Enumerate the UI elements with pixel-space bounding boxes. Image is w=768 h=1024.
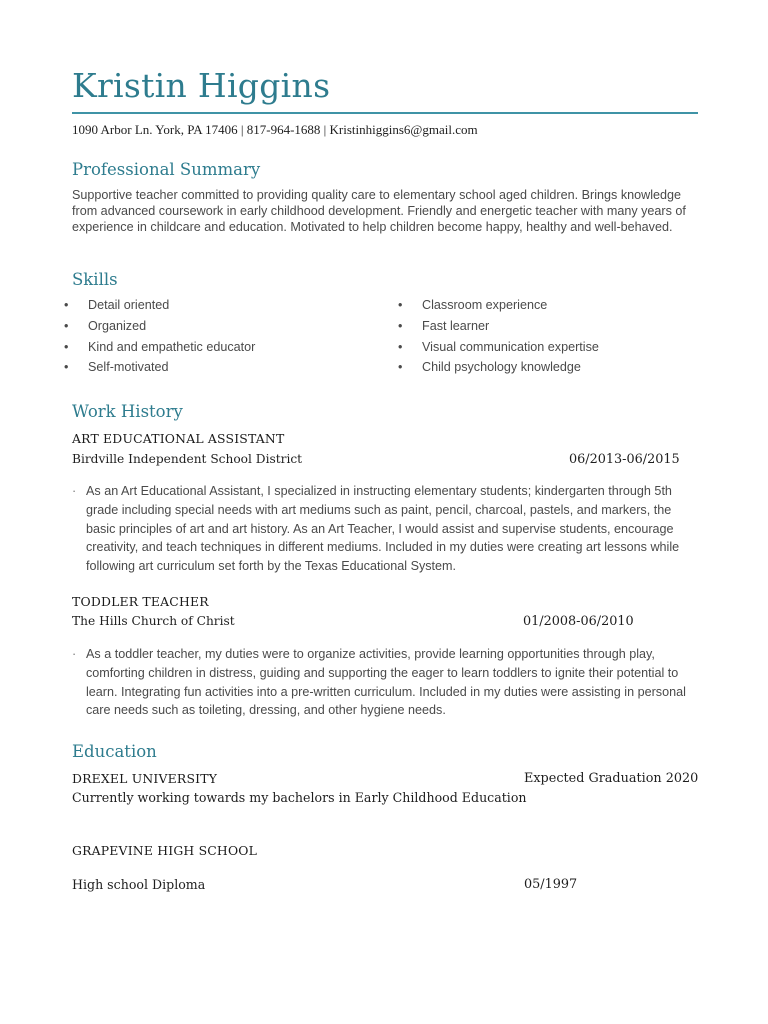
job-description-text: As a toddler teacher, my duties were to organize activities, provide learning opportunities through play, comforting children in distress, guiding and supporting the eager to learn toddlers to ignite their potential to learn. Integrating fun activities into a pre-written curriculum. Included in my duties were assisting in personal care needs such as toileting, dressing, and other hygiene needs. [86,647,686,718]
job-employer: Birdville Independent School District [72,452,303,466]
bullet: • [398,298,403,312]
job-dates: 06/2013-06/2015 [569,452,680,467]
job-title: TODDLER TEACHER [72,594,209,609]
skill-label: Fast learner [422,319,490,333]
bullet: • [64,340,69,354]
section-title-education: Education [72,742,157,761]
bullet: • [64,360,69,374]
job-description-text: As an Art Educational Assistant, I specialized in instructing elementary students; kindergarten through 5th grade including special needs with art mediums such as paint, pencil, charcoal, pastels, and markers, the basic principles of art and art history. As an Art Teacher, I would assist and supervise students, encourage creativity, and teach techniques in different mediums. Included in my duties were creating art lessons while following art curriculum set forth by the Texas Educational System. [86,484,680,574]
skill-label: Kind and empathetic educator [88,340,256,354]
school-detail: High school Diploma [72,877,206,892]
bullet: • [398,360,403,374]
skill-item [64,360,169,374]
skill-item [398,340,599,354]
skill-item [398,298,548,312]
skill-item [398,319,490,333]
job-title: ART EDUCATIONAL ASSISTANT [72,431,285,446]
skill-item [64,319,147,333]
bullet: • [64,298,69,312]
school-detail: Currently working towards my bachelors in Early Childhood Education [72,790,527,805]
bullet: • [64,319,69,333]
bullet: • [398,319,403,333]
section-title-summary: Professional Summary [72,160,261,179]
job-dates: 01/2008-06/2010 [523,614,634,629]
header-divider [72,112,698,114]
job-description [72,482,696,576]
section-title-skills: Skills [72,270,118,289]
bullet: · [72,647,77,661]
candidate-name: Kristin Higgins [72,66,331,105]
skill-item [398,360,581,374]
job-description [72,645,696,720]
bullet: • [398,340,403,354]
school-name: GRAPEVINE HIGH SCHOOL [72,843,258,858]
skill-label: Child psychology knowledge [422,360,581,374]
school-date: Expected Graduation 2020 [524,771,699,786]
school-name: DREXEL UNIVERSITY [72,771,218,786]
skill-label: Self-motivated [88,360,169,374]
summary-text: Supportive teacher committed to providing quality care to elementary school aged children. Brings knowledge from advanced coursework in early childhood development. Friendly and energetic teacher with many years of experience in childcare and education. Motivated to help children become happy, healthy and well-behaved. [72,188,686,235]
section-title-work-history: Work History [72,402,183,421]
skill-label: Visual communication expertise [422,340,599,354]
skill-label: Classroom experience [422,298,548,312]
contact-line: 1090 Arbor Ln. York, PA 17406 | 817-964-1688 | Kristinhiggins6@gmail.com [72,122,478,137]
skill-label: Detail oriented [88,298,170,312]
skill-label: Organized [88,319,147,333]
bullet: · [72,484,77,498]
skill-item [64,298,170,312]
school-date: 05/1997 [524,877,578,892]
job-employer: The Hills Church of Christ [72,614,235,628]
skill-item [64,340,256,354]
